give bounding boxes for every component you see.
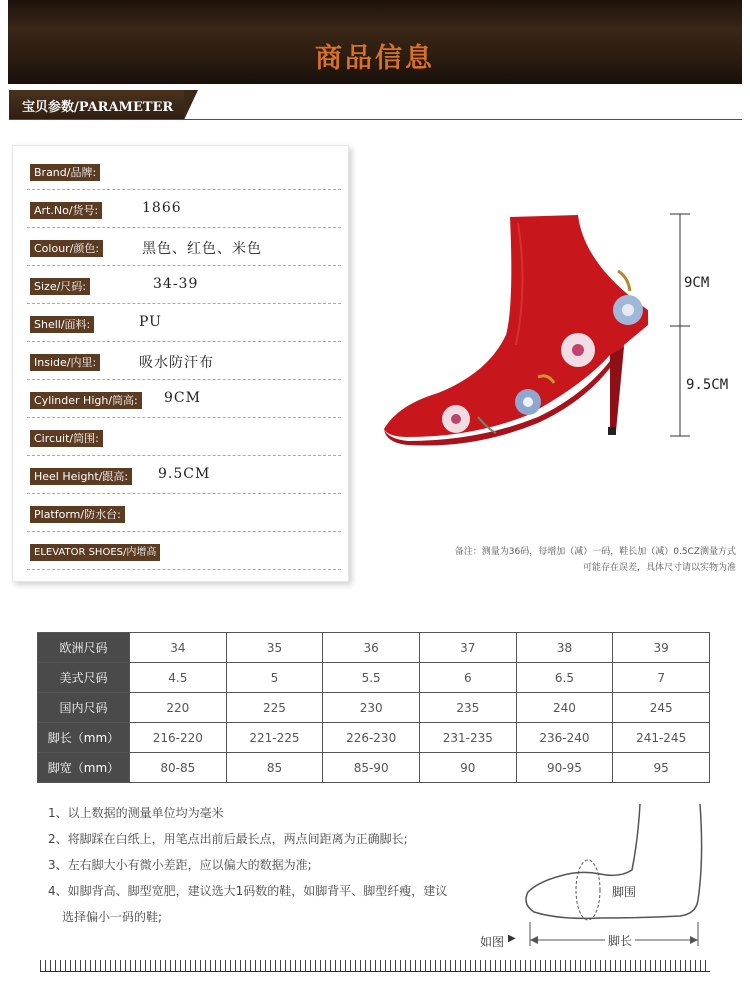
table-cell: 216-220 — [130, 723, 227, 753]
table-row — [38, 693, 710, 723]
param-label: Size/尺码: — [30, 278, 90, 295]
param-row-heel-height — [27, 456, 341, 494]
header-banner — [8, 0, 742, 84]
girth-label: 脚围 — [612, 885, 637, 899]
tip-item: 4、如脚背高、脚型宽肥，建议选大1码数的鞋，如脚背平、脚型纤瘦，建议 — [48, 884, 448, 898]
heel-height-label: 9.5CM — [686, 377, 729, 393]
table-cell: 6 — [419, 663, 516, 693]
table-cell: 235 — [419, 693, 516, 723]
param-label: Colour/颜色: — [30, 240, 103, 257]
param-row-colour — [27, 228, 341, 266]
section-label-tail — [184, 90, 198, 120]
red-ankle-boot-illustration — [378, 205, 668, 450]
param-row-brand — [27, 152, 341, 190]
table-cell: 5.5 — [323, 663, 420, 693]
row-header: 美式尺码 — [38, 663, 130, 693]
figure-label: 如图 — [480, 935, 505, 949]
table-cell: 95 — [613, 753, 710, 783]
table-cell: 38 — [516, 633, 613, 663]
girth-marker — [576, 860, 600, 920]
banner-title: 商品信息 — [315, 43, 435, 74]
param-label: Heel Height/跟高: — [30, 468, 132, 485]
param-value: 9CM — [164, 390, 201, 406]
param-label: Cylinder High/筒高: — [30, 392, 142, 409]
row-header: 欧洲尺码 — [38, 633, 130, 663]
param-label: Platform/防水台: — [30, 506, 125, 523]
table-row — [38, 633, 710, 663]
param-row-inside — [27, 342, 341, 380]
table-row — [38, 723, 710, 753]
param-value: 吸水防汗布 — [139, 355, 214, 371]
section-label: 宝贝参数/PARAMETER — [9, 90, 184, 120]
tip-item: 3、左右脚大小有微小差距，应以偏大的数据为准; — [48, 858, 312, 872]
table-cell: 85-90 — [323, 753, 420, 783]
table-cell: 39 — [613, 633, 710, 663]
table-cell: 225 — [226, 693, 323, 723]
param-value: 黑色、红色、米色 — [142, 241, 262, 257]
param-value: 1866 — [142, 200, 182, 216]
triangle-right-icon: ▶ — [508, 933, 516, 944]
size-chart-table — [37, 632, 710, 783]
table-cell: 226-230 — [323, 723, 420, 753]
dimension-markers — [660, 210, 700, 440]
table-row — [38, 663, 710, 693]
table-cell: 85 — [226, 753, 323, 783]
row-header: 国内尺码 — [38, 693, 130, 723]
param-label: Art.No/货号: — [30, 202, 102, 219]
measurement-tips — [48, 800, 518, 930]
measurement-note-2: 可能存在误差，具体尺寸请以实物为准 — [582, 563, 736, 573]
param-label: ELEVATOR SHOES/内增高 — [30, 544, 160, 561]
param-row-elevator — [27, 532, 341, 570]
param-label: Inside/内里: — [30, 354, 100, 371]
param-row-size — [27, 266, 341, 304]
param-label: Shell/面料: — [30, 316, 94, 333]
param-row-cylinder-high — [27, 380, 341, 418]
section-divider — [9, 119, 742, 120]
table-row — [38, 753, 710, 783]
tip-item: 1、以上数据的测量单位均为毫米 — [48, 806, 224, 820]
measurement-note: 备注：测量为36码，每增加（减）一码，鞋长加（减）0.5CZ测量方式 — [454, 547, 736, 557]
table-cell: 220 — [130, 693, 227, 723]
table-cell: 245 — [613, 693, 710, 723]
tip-item: 选择偏小一码的鞋; — [62, 910, 163, 924]
param-row-circuit — [27, 418, 341, 456]
table-cell: 5 — [226, 663, 323, 693]
param-label: Circuit/筒围: — [30, 430, 103, 447]
table-cell: 6.5 — [516, 663, 613, 693]
table-cell: 241-245 — [613, 723, 710, 753]
param-value: 34-39 — [153, 276, 199, 292]
param-value: 9.5CM — [158, 466, 211, 482]
table-cell: 35 — [226, 633, 323, 663]
foot-diagram — [520, 800, 710, 950]
foot-outline — [526, 804, 702, 918]
row-header: 脚宽（mm） — [38, 753, 130, 783]
table-cell: 7 — [613, 663, 710, 693]
table-cell: 37 — [419, 633, 516, 663]
table-cell: 236-240 — [516, 723, 613, 753]
table-cell: 240 — [516, 693, 613, 723]
shaft-height-label: 9CM — [684, 275, 710, 291]
length-label: 脚长 — [605, 932, 635, 949]
parameter-card — [12, 145, 349, 582]
boot-heel — [610, 347, 624, 433]
table-cell: 36 — [323, 633, 420, 663]
table-cell: 34 — [130, 633, 227, 663]
row-header: 脚长（mm） — [38, 723, 130, 753]
table-cell: 90 — [419, 753, 516, 783]
param-row-shell — [27, 304, 341, 342]
table-cell: 230 — [323, 693, 420, 723]
table-cell: 221-225 — [226, 723, 323, 753]
table-cell: 80-85 — [130, 753, 227, 783]
table-cell: 90-95 — [516, 753, 613, 783]
table-cell: 231-235 — [419, 723, 516, 753]
param-row-art-no — [27, 190, 341, 228]
param-row-platform — [27, 494, 341, 532]
table-cell: 4.5 — [130, 663, 227, 693]
boot-image — [378, 205, 668, 450]
ruler-divider — [40, 960, 710, 972]
param-label: Brand/品牌: — [30, 164, 100, 181]
tip-item: 2、将脚踩在白纸上，用笔点出前后最长点，两点间距离为正确脚长; — [48, 832, 408, 846]
param-value: PU — [139, 314, 162, 330]
heel-tip — [608, 427, 616, 435]
